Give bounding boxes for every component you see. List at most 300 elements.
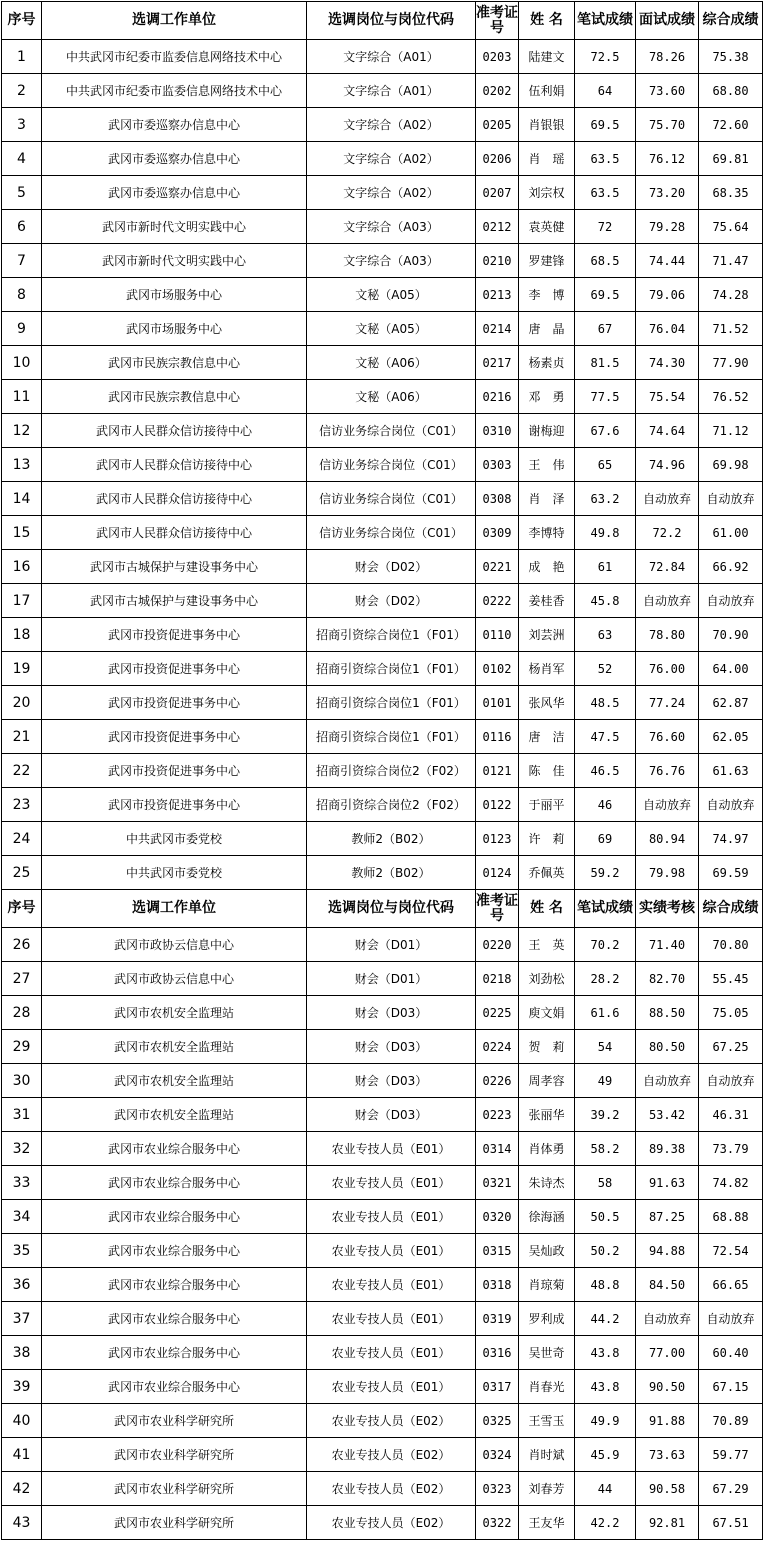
cell-name: 刘宗权 (519, 176, 575, 210)
cell-exam-id: 0316 (476, 1336, 519, 1370)
cell-total-score: 71.52 (699, 312, 763, 346)
cell-name: 肖 瑶 (519, 142, 575, 176)
cell-seq: 11 (2, 380, 42, 414)
cell-written-score: 43.8 (575, 1370, 636, 1404)
results-table (1, 1, 763, 1540)
cell-name: 吴灿政 (519, 1234, 575, 1268)
table-row (2, 210, 763, 244)
cell-unit: 中共武冈市纪委市监委信息网络技术中心 (42, 40, 307, 74)
cell-unit: 中共武冈市纪委市监委信息网络技术中心 (42, 74, 307, 108)
cell-written-score: 45.8 (575, 584, 636, 618)
cell-exam-id: 0122 (476, 788, 519, 822)
cell-position: 文秘（A06） (307, 380, 476, 414)
cell-position: 农业专技人员（E01） (307, 1336, 476, 1370)
cell-second-score: 75.54 (636, 380, 699, 414)
cell-exam-id: 0310 (476, 414, 519, 448)
cell-seq: 18 (2, 618, 42, 652)
cell-second-score: 90.50 (636, 1370, 699, 1404)
cell-name: 刘芸洲 (519, 618, 575, 652)
table-row (2, 40, 763, 74)
cell-unit: 武冈市农机安全监理站 (42, 1098, 307, 1132)
cell-written-score: 44 (575, 1472, 636, 1506)
column-header-total-score: 综合成绩 (699, 2, 763, 40)
cell-position: 招商引资综合岗位1（F01） (307, 618, 476, 652)
table-row (2, 1132, 763, 1166)
cell-exam-id: 0321 (476, 1166, 519, 1200)
cell-second-score: 91.88 (636, 1404, 699, 1438)
cell-unit: 武冈市民族宗教信息中心 (42, 380, 307, 414)
cell-exam-id: 0214 (476, 312, 519, 346)
cell-unit: 武冈市新时代文明实践中心 (42, 210, 307, 244)
cell-written-score: 49.9 (575, 1404, 636, 1438)
cell-written-score: 43.8 (575, 1336, 636, 1370)
cell-seq: 7 (2, 244, 42, 278)
cell-unit: 武冈市农业综合服务中心 (42, 1200, 307, 1234)
cell-written-score: 63.5 (575, 142, 636, 176)
cell-position: 文秘（A06） (307, 346, 476, 380)
cell-position: 文字综合（A02） (307, 108, 476, 142)
column-header-seq: 序号 (2, 890, 42, 928)
cell-second-score: 75.70 (636, 108, 699, 142)
cell-position: 财会（D02） (307, 584, 476, 618)
cell-unit: 武冈市农机安全监理站 (42, 1064, 307, 1098)
table-row (2, 380, 763, 414)
cell-seq: 36 (2, 1268, 42, 1302)
cell-name: 吴世奇 (519, 1336, 575, 1370)
cell-total-score: 74.82 (699, 1166, 763, 1200)
cell-seq: 27 (2, 962, 42, 996)
cell-position: 农业专技人员（E01） (307, 1166, 476, 1200)
cell-position: 文字综合（A03） (307, 210, 476, 244)
table-row (2, 244, 763, 278)
cell-position: 财会（D03） (307, 996, 476, 1030)
cell-position: 农业专技人员（E01） (307, 1268, 476, 1302)
cell-second-score: 94.88 (636, 1234, 699, 1268)
cell-position: 农业专技人员（E01） (307, 1234, 476, 1268)
cell-unit: 武冈市投资促进事务中心 (42, 618, 307, 652)
cell-second-score: 71.40 (636, 928, 699, 962)
cell-total-score: 67.51 (699, 1506, 763, 1540)
cell-written-score: 64 (575, 74, 636, 108)
cell-seq: 19 (2, 652, 42, 686)
cell-position: 招商引资综合岗位2（F02） (307, 754, 476, 788)
table-row (2, 550, 763, 584)
cell-position: 财会（D01） (307, 928, 476, 962)
table-row (2, 618, 763, 652)
cell-position: 招商引资综合岗位1（F01） (307, 686, 476, 720)
cell-name: 杨素贞 (519, 346, 575, 380)
cell-position: 文字综合（A03） (307, 244, 476, 278)
cell-second-score: 77.24 (636, 686, 699, 720)
cell-total-score: 72.60 (699, 108, 763, 142)
table-row (2, 1472, 763, 1506)
cell-total-score: 68.35 (699, 176, 763, 210)
column-header-unit: 选调工作单位 (42, 890, 307, 928)
cell-total-score: 67.15 (699, 1370, 763, 1404)
table-row (2, 720, 763, 754)
column-header-exam-id: 准考证号 (476, 2, 519, 40)
column-header-written-score: 笔试成绩 (575, 2, 636, 40)
cell-exam-id: 0212 (476, 210, 519, 244)
cell-position: 农业专技人员（E01） (307, 1132, 476, 1166)
cell-second-score: 92.81 (636, 1506, 699, 1540)
cell-position: 文字综合（A01） (307, 40, 476, 74)
cell-name: 王雪玉 (519, 1404, 575, 1438)
cell-written-score: 28.2 (575, 962, 636, 996)
cell-unit: 武冈市委巡察办信息中心 (42, 142, 307, 176)
cell-position: 文秘（A05） (307, 312, 476, 346)
cell-seq: 38 (2, 1336, 42, 1370)
cell-name: 朱诗杰 (519, 1166, 575, 1200)
cell-name: 庾文娟 (519, 996, 575, 1030)
cell-total-score: 70.80 (699, 928, 763, 962)
cell-written-score: 59.2 (575, 856, 636, 890)
cell-second-score: 77.00 (636, 1336, 699, 1370)
cell-exam-id: 0218 (476, 962, 519, 996)
cell-written-score: 77.5 (575, 380, 636, 414)
table-row (2, 346, 763, 380)
column-header-second-score: 实绩考核 (636, 890, 699, 928)
cell-seq: 14 (2, 482, 42, 516)
table-row (2, 1370, 763, 1404)
cell-seq: 30 (2, 1064, 42, 1098)
table-row (2, 482, 763, 516)
table-row (2, 1200, 763, 1234)
cell-second-score: 84.50 (636, 1268, 699, 1302)
cell-written-score: 67 (575, 312, 636, 346)
cell-second-score: 76.60 (636, 720, 699, 754)
cell-exam-id: 0205 (476, 108, 519, 142)
cell-total-score: 70.90 (699, 618, 763, 652)
cell-written-score: 65 (575, 448, 636, 482)
cell-second-score: 53.42 (636, 1098, 699, 1132)
cell-written-score: 48.5 (575, 686, 636, 720)
cell-total-score: 67.29 (699, 1472, 763, 1506)
cell-exam-id: 0123 (476, 822, 519, 856)
cell-position: 教师2（B02） (307, 856, 476, 890)
cell-total-score: 75.38 (699, 40, 763, 74)
cell-position: 文字综合（A02） (307, 176, 476, 210)
cell-second-score: 79.28 (636, 210, 699, 244)
cell-second-score: 87.25 (636, 1200, 699, 1234)
cell-name: 谢梅迎 (519, 414, 575, 448)
cell-seq: 39 (2, 1370, 42, 1404)
cell-written-score: 81.5 (575, 346, 636, 380)
cell-written-score: 50.2 (575, 1234, 636, 1268)
cell-name: 邓 勇 (519, 380, 575, 414)
table-row (2, 1030, 763, 1064)
cell-seq: 5 (2, 176, 42, 210)
cell-seq: 42 (2, 1472, 42, 1506)
cell-second-score: 88.50 (636, 996, 699, 1030)
cell-second-score: 79.98 (636, 856, 699, 890)
cell-exam-id: 0308 (476, 482, 519, 516)
cell-total-score: 自动放弃 (699, 482, 763, 516)
cell-written-score: 50.5 (575, 1200, 636, 1234)
cell-written-score: 69.5 (575, 278, 636, 312)
cell-unit: 武冈市民族宗教信息中心 (42, 346, 307, 380)
cell-seq: 2 (2, 74, 42, 108)
cell-position: 文秘（A05） (307, 278, 476, 312)
cell-written-score: 72 (575, 210, 636, 244)
cell-total-score: 70.89 (699, 1404, 763, 1438)
cell-total-score: 77.90 (699, 346, 763, 380)
table-row (2, 278, 763, 312)
cell-total-score: 62.87 (699, 686, 763, 720)
column-header-second-score: 面试成绩 (636, 2, 699, 40)
cell-name: 王友华 (519, 1506, 575, 1540)
cell-exam-id: 0206 (476, 142, 519, 176)
table-row (2, 1234, 763, 1268)
cell-seq: 37 (2, 1302, 42, 1336)
cell-total-score: 74.97 (699, 822, 763, 856)
cell-second-score: 89.38 (636, 1132, 699, 1166)
table-row (2, 1268, 763, 1302)
cell-written-score: 47.5 (575, 720, 636, 754)
cell-total-score: 68.80 (699, 74, 763, 108)
table-row (2, 754, 763, 788)
cell-name: 刘劲松 (519, 962, 575, 996)
cell-unit: 武冈市投资促进事务中心 (42, 652, 307, 686)
cell-position: 信访业务综合岗位（C01） (307, 448, 476, 482)
table-row (2, 1336, 763, 1370)
cell-written-score: 58.2 (575, 1132, 636, 1166)
table-row (2, 176, 763, 210)
cell-total-score: 46.31 (699, 1098, 763, 1132)
cell-second-score: 74.64 (636, 414, 699, 448)
cell-exam-id: 0324 (476, 1438, 519, 1472)
cell-seq: 33 (2, 1166, 42, 1200)
cell-written-score: 72.5 (575, 40, 636, 74)
cell-seq: 23 (2, 788, 42, 822)
table-row (2, 1506, 763, 1540)
cell-position: 农业专技人员（E01） (307, 1302, 476, 1336)
cell-name: 陆建文 (519, 40, 575, 74)
cell-unit: 武冈市委巡察办信息中心 (42, 108, 307, 142)
cell-written-score: 49.8 (575, 516, 636, 550)
table-row (2, 928, 763, 962)
cell-unit: 武冈市场服务中心 (42, 278, 307, 312)
cell-seq: 10 (2, 346, 42, 380)
cell-unit: 武冈市政协云信息中心 (42, 962, 307, 996)
cell-exam-id: 0207 (476, 176, 519, 210)
cell-unit: 武冈市农业综合服务中心 (42, 1302, 307, 1336)
cell-written-score: 44.2 (575, 1302, 636, 1336)
cell-unit: 武冈市农机安全监理站 (42, 1030, 307, 1064)
cell-total-score: 75.05 (699, 996, 763, 1030)
cell-second-score: 80.50 (636, 1030, 699, 1064)
table-row (2, 996, 763, 1030)
cell-name: 李 博 (519, 278, 575, 312)
cell-name: 张风华 (519, 686, 575, 720)
cell-name: 许 莉 (519, 822, 575, 856)
cell-exam-id: 0317 (476, 1370, 519, 1404)
cell-total-score: 59.77 (699, 1438, 763, 1472)
table-row (2, 448, 763, 482)
cell-position: 文字综合（A01） (307, 74, 476, 108)
cell-position: 财会（D03） (307, 1064, 476, 1098)
cell-seq: 3 (2, 108, 42, 142)
table-row (2, 1064, 763, 1098)
cell-exam-id: 0319 (476, 1302, 519, 1336)
table-row (2, 516, 763, 550)
cell-exam-id: 0222 (476, 584, 519, 618)
cell-unit: 武冈市投资促进事务中心 (42, 788, 307, 822)
cell-written-score: 63.5 (575, 176, 636, 210)
cell-total-score: 自动放弃 (699, 1302, 763, 1336)
cell-exam-id: 0315 (476, 1234, 519, 1268)
cell-exam-id: 0213 (476, 278, 519, 312)
cell-seq: 29 (2, 1030, 42, 1064)
cell-second-score: 76.76 (636, 754, 699, 788)
cell-total-score: 61.63 (699, 754, 763, 788)
cell-position: 信访业务综合岗位（C01） (307, 482, 476, 516)
cell-second-score: 90.58 (636, 1472, 699, 1506)
cell-second-score: 74.30 (636, 346, 699, 380)
cell-total-score: 67.25 (699, 1030, 763, 1064)
cell-seq: 34 (2, 1200, 42, 1234)
cell-name: 徐海涵 (519, 1200, 575, 1234)
cell-seq: 21 (2, 720, 42, 754)
cell-unit: 武冈市农机安全监理站 (42, 996, 307, 1030)
cell-second-score: 79.06 (636, 278, 699, 312)
cell-written-score: 63.2 (575, 482, 636, 516)
cell-second-score: 74.96 (636, 448, 699, 482)
cell-seq: 13 (2, 448, 42, 482)
cell-name: 乔佩英 (519, 856, 575, 890)
cell-total-score: 62.05 (699, 720, 763, 754)
cell-written-score: 42.2 (575, 1506, 636, 1540)
cell-total-score: 55.45 (699, 962, 763, 996)
cell-position: 信访业务综合岗位（C01） (307, 516, 476, 550)
cell-name: 肖琼菊 (519, 1268, 575, 1302)
column-header-unit: 选调工作单位 (42, 2, 307, 40)
column-header-total-score: 综合成绩 (699, 890, 763, 928)
cell-seq: 6 (2, 210, 42, 244)
cell-name: 肖体勇 (519, 1132, 575, 1166)
cell-exam-id: 0320 (476, 1200, 519, 1234)
cell-name: 杨肖军 (519, 652, 575, 686)
cell-position: 农业专技人员（E02） (307, 1404, 476, 1438)
header-row (2, 890, 763, 928)
cell-exam-id: 0217 (476, 346, 519, 380)
cell-written-score: 45.9 (575, 1438, 636, 1472)
cell-seq: 35 (2, 1234, 42, 1268)
table-row (2, 962, 763, 996)
cell-second-score: 自动放弃 (636, 584, 699, 618)
cell-total-score: 69.98 (699, 448, 763, 482)
cell-unit: 武冈市农业综合服务中心 (42, 1268, 307, 1302)
cell-total-score: 66.65 (699, 1268, 763, 1302)
cell-position: 信访业务综合岗位（C01） (307, 414, 476, 448)
cell-unit: 武冈市农业综合服务中心 (42, 1132, 307, 1166)
cell-name: 罗利成 (519, 1302, 575, 1336)
cell-total-score: 72.54 (699, 1234, 763, 1268)
cell-unit: 武冈市农业科学研究所 (42, 1472, 307, 1506)
cell-position: 教师2（B02） (307, 822, 476, 856)
table-row (2, 1166, 763, 1200)
cell-second-score: 74.44 (636, 244, 699, 278)
cell-exam-id: 0309 (476, 516, 519, 550)
cell-second-score: 80.94 (636, 822, 699, 856)
cell-exam-id: 0101 (476, 686, 519, 720)
cell-exam-id: 0226 (476, 1064, 519, 1098)
cell-written-score: 52 (575, 652, 636, 686)
cell-unit: 武冈市人民群众信访接待中心 (42, 482, 307, 516)
cell-second-score: 自动放弃 (636, 788, 699, 822)
table-row (2, 142, 763, 176)
cell-unit: 中共武冈市委党校 (42, 822, 307, 856)
cell-total-score: 61.00 (699, 516, 763, 550)
cell-written-score: 49 (575, 1064, 636, 1098)
cell-written-score: 69 (575, 822, 636, 856)
cell-unit: 武冈市投资促进事务中心 (42, 754, 307, 788)
cell-written-score: 69.5 (575, 108, 636, 142)
cell-written-score: 46.5 (575, 754, 636, 788)
cell-name: 唐 晶 (519, 312, 575, 346)
cell-second-score: 自动放弃 (636, 1064, 699, 1098)
table-row (2, 856, 763, 890)
cell-name: 张丽华 (519, 1098, 575, 1132)
cell-exam-id: 0102 (476, 652, 519, 686)
cell-name: 于丽平 (519, 788, 575, 822)
table-row (2, 414, 763, 448)
cell-position: 财会（D02） (307, 550, 476, 584)
cell-unit: 武冈市农业科学研究所 (42, 1506, 307, 1540)
cell-unit: 武冈市人民群众信访接待中心 (42, 448, 307, 482)
cell-name: 贺 莉 (519, 1030, 575, 1064)
cell-written-score: 70.2 (575, 928, 636, 962)
cell-name: 王 伟 (519, 448, 575, 482)
cell-total-score: 自动放弃 (699, 1064, 763, 1098)
cell-position: 农业专技人员（E01） (307, 1370, 476, 1404)
cell-position: 文字综合（A02） (307, 142, 476, 176)
column-header-name: 姓 名 (519, 2, 575, 40)
cell-position: 财会（D03） (307, 1098, 476, 1132)
table-row (2, 1098, 763, 1132)
cell-total-score: 64.00 (699, 652, 763, 686)
column-header-name: 姓 名 (519, 890, 575, 928)
cell-name: 罗建锋 (519, 244, 575, 278)
cell-second-score: 78.80 (636, 618, 699, 652)
cell-seq: 25 (2, 856, 42, 890)
cell-exam-id: 0221 (476, 550, 519, 584)
table-row (2, 74, 763, 108)
cell-total-score: 74.28 (699, 278, 763, 312)
cell-position: 财会（D03） (307, 1030, 476, 1064)
cell-unit: 武冈市人民群众信访接待中心 (42, 516, 307, 550)
cell-exam-id: 0202 (476, 74, 519, 108)
cell-written-score: 67.6 (575, 414, 636, 448)
cell-name: 肖时斌 (519, 1438, 575, 1472)
cell-total-score: 60.40 (699, 1336, 763, 1370)
table-row (2, 686, 763, 720)
cell-unit: 武冈市场服务中心 (42, 312, 307, 346)
cell-exam-id: 0124 (476, 856, 519, 890)
column-header-written-score: 笔试成绩 (575, 890, 636, 928)
cell-position: 农业专技人员（E01） (307, 1200, 476, 1234)
cell-name: 肖 泽 (519, 482, 575, 516)
cell-unit: 武冈市农业综合服务中心 (42, 1166, 307, 1200)
cell-exam-id: 0121 (476, 754, 519, 788)
table-row (2, 312, 763, 346)
cell-unit: 武冈市委巡察办信息中心 (42, 176, 307, 210)
table-row (2, 584, 763, 618)
cell-name: 姜桂香 (519, 584, 575, 618)
cell-seq: 22 (2, 754, 42, 788)
table-row (2, 1438, 763, 1472)
cell-name: 陈 佳 (519, 754, 575, 788)
